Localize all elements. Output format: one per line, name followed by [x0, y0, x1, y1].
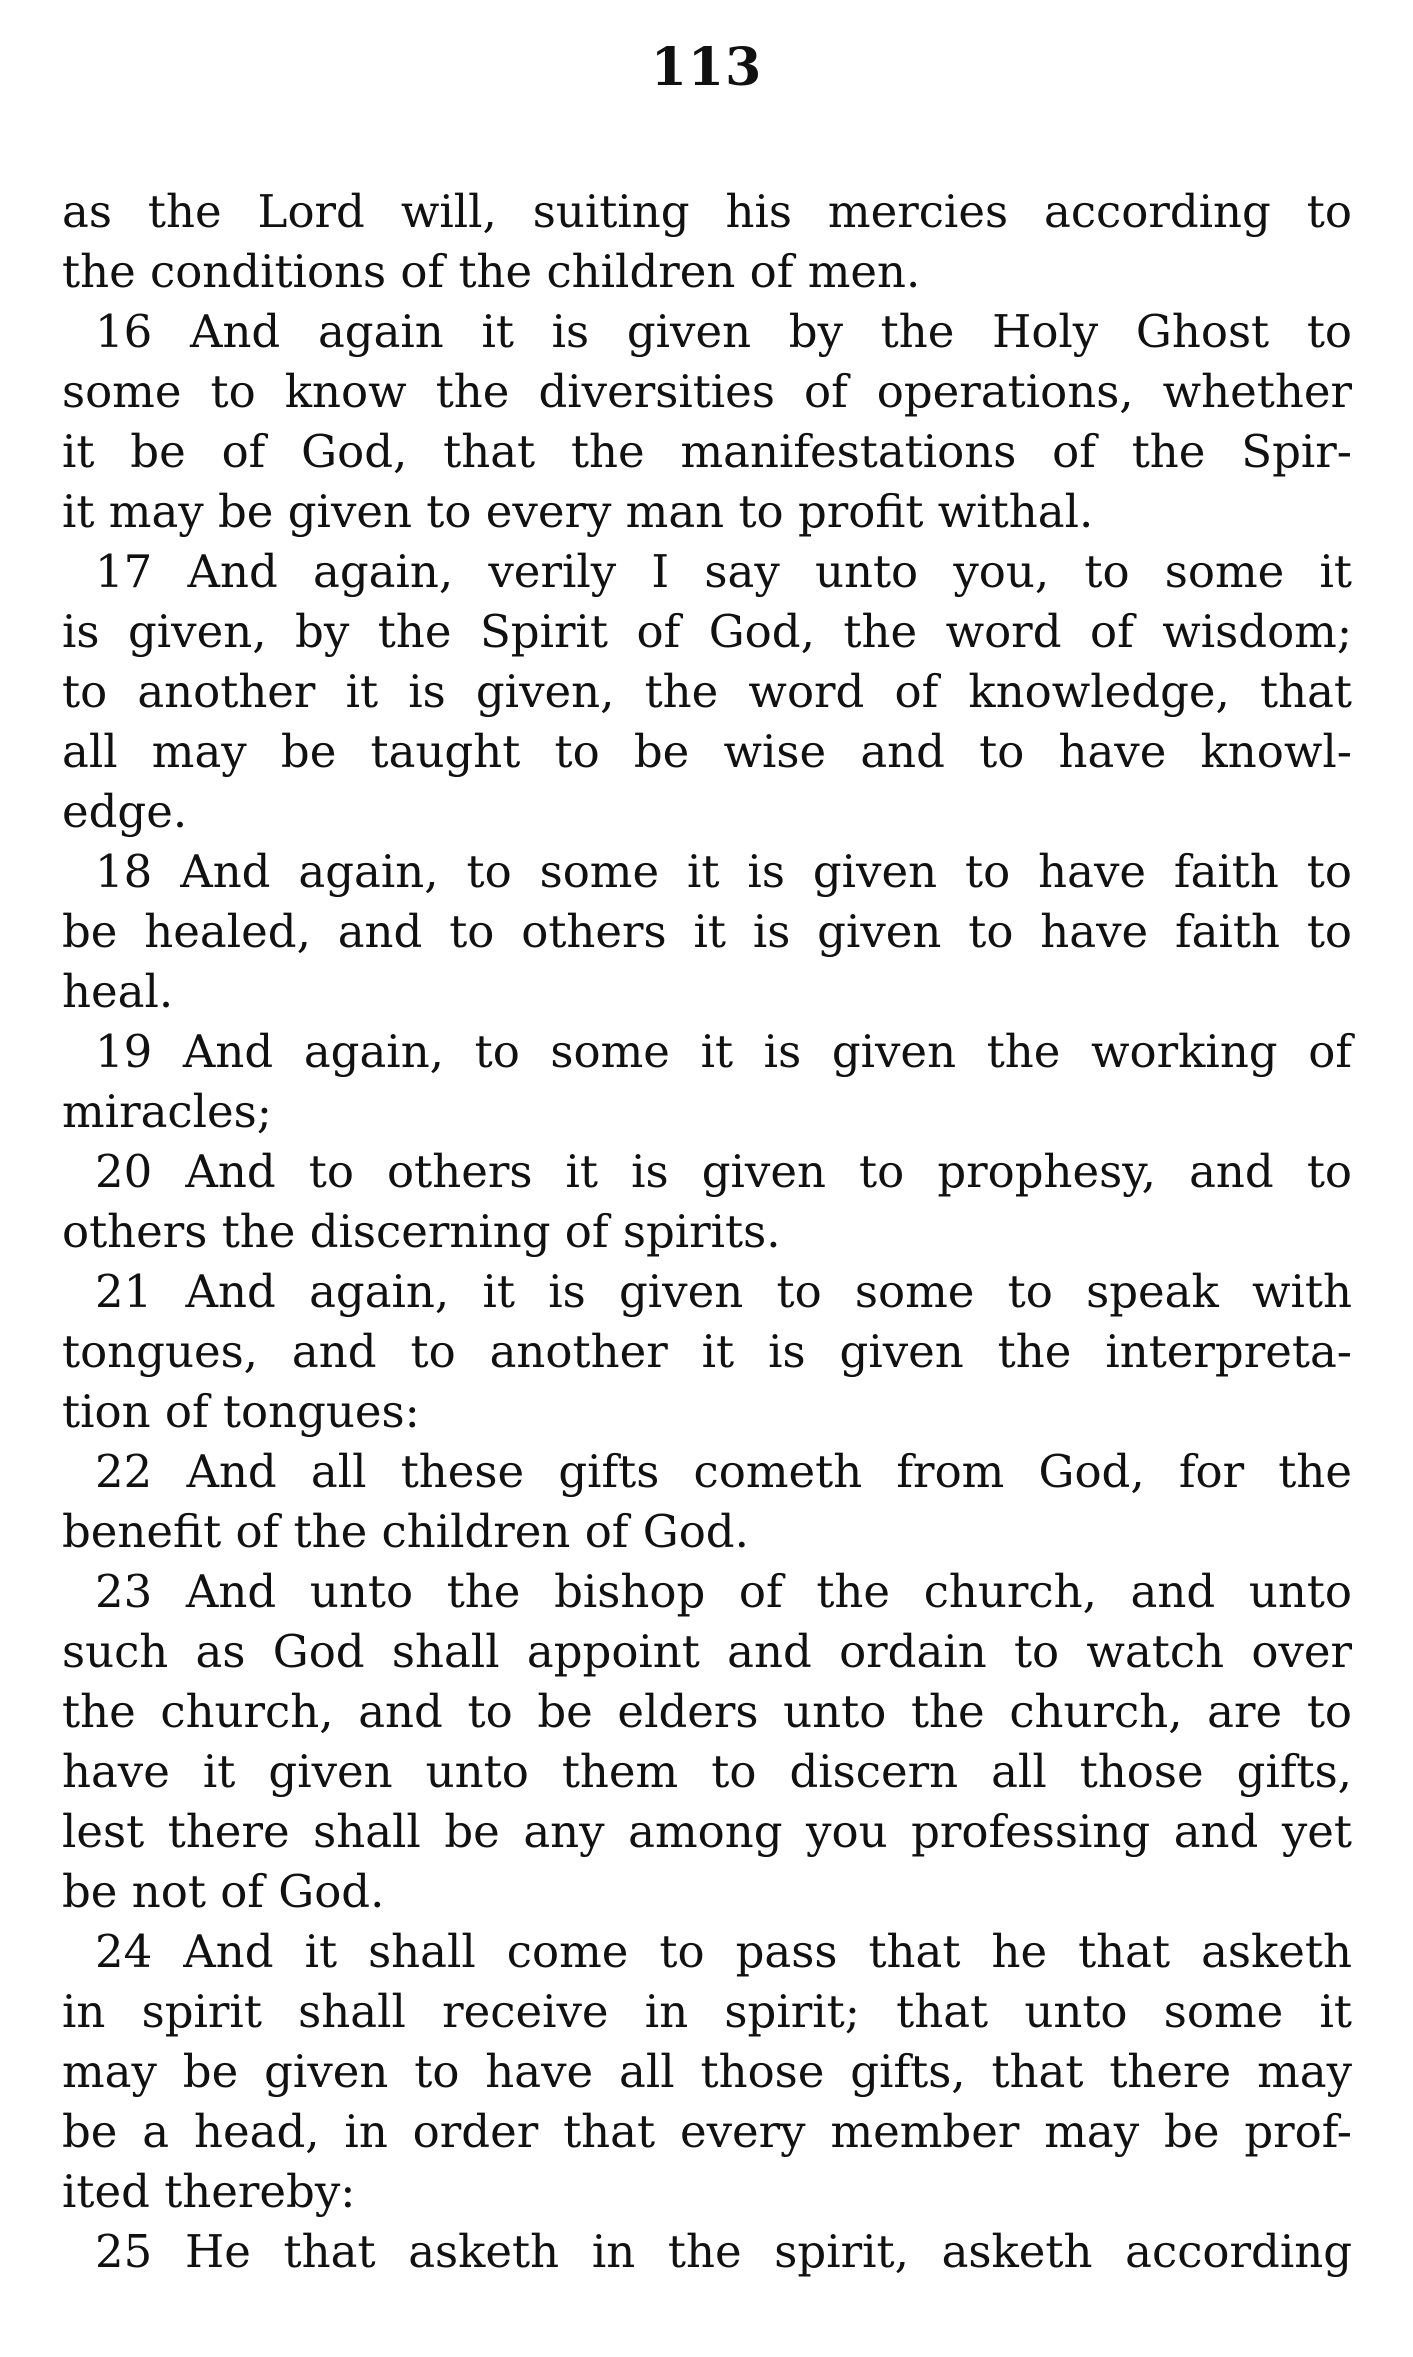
- text-line: be a head, in order that every member may be prof-: [62, 2105, 1352, 2158]
- text-line: tongues, and to another it is given the interpreta-: [62, 1325, 1352, 1378]
- text-line: it be of God, that the manifestations of the Spir-: [62, 425, 1352, 478]
- verse-start-line: 21 And again, it is given to some to speak with: [95, 1265, 1352, 1318]
- text-line: ited thereby:: [62, 2165, 356, 2218]
- text-line: have it given unto them to discern all those gifts,: [62, 1745, 1352, 1798]
- text-line: is given, by the Spirit of God, the word of wisdom;: [62, 605, 1352, 658]
- verse-start-line: 17 And again, verily I say unto you, to some it: [95, 545, 1352, 598]
- text-line: be not of God.: [62, 1865, 385, 1918]
- text-line: all may be taught to be wise and to have knowl-: [62, 725, 1352, 778]
- page-number: 113: [650, 37, 763, 98]
- text-line: tion of tongues:: [62, 1385, 420, 1438]
- verse-start-line: 16 And again it is given by the Holy Ghost to: [95, 305, 1352, 358]
- text-line: heal.: [62, 965, 174, 1018]
- text-line: such as God shall appoint and ordain to watch over: [62, 1625, 1352, 1678]
- text-line: miracles;: [62, 1085, 272, 1138]
- text-line: the conditions of the children of men.: [62, 245, 921, 298]
- text-line: to another it is given, the word of knowledge, that: [62, 665, 1352, 718]
- verse-start-line: 19 And again, to some it is given the working of: [95, 1025, 1352, 1078]
- text-line: edge.: [62, 785, 188, 838]
- verse-start-line: 20 And to others it is given to prophesy, and to: [95, 1145, 1352, 1198]
- text-line: it may be given to every man to profit withal.: [62, 485, 1094, 538]
- text-line: benefit of the children of God.: [62, 1505, 749, 1558]
- text-line: others the discerning of spirits.: [62, 1205, 781, 1258]
- verse-start-line: 18 And again, to some it is given to have faith to: [95, 845, 1352, 898]
- text-line: lest there shall be any among you professing and yet: [62, 1805, 1352, 1858]
- verse-start-line: 23 And unto the bishop of the church, and unto: [95, 1565, 1352, 1618]
- text-line: may be given to have all those gifts, that there may: [62, 2045, 1352, 2098]
- text-line: in spirit shall receive in spirit; that unto some it: [62, 1985, 1352, 2038]
- verse-start-line: 22 And all these gifts cometh from God, for the: [95, 1445, 1352, 1498]
- text-line: some to know the diversities of operations, whether: [62, 365, 1352, 418]
- text-line: the church, and to be elders unto the church, are to: [62, 1685, 1352, 1738]
- verse-start-line: 24 And it shall come to pass that he that asketh: [95, 1925, 1352, 1978]
- text-line: be healed, and to others it is given to have faith to: [62, 905, 1352, 958]
- text-line: as the Lord will, suiting his mercies according to: [62, 185, 1352, 238]
- verse-start-line: 25 He that asketh in the spirit, asketh according: [95, 2225, 1352, 2278]
